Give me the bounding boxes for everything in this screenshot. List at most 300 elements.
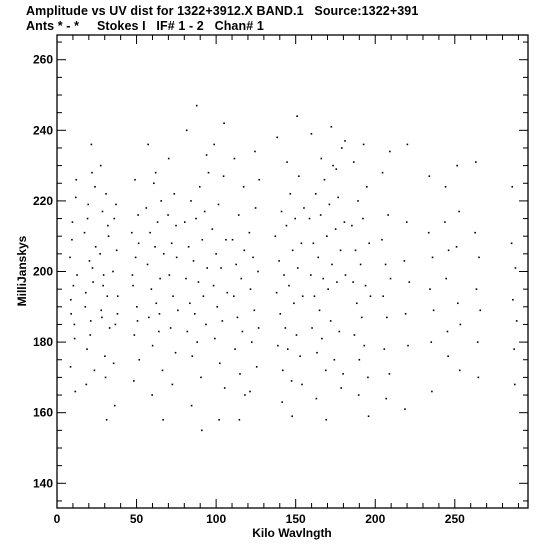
data-point [102, 211, 104, 213]
x-tick-label: 100 [206, 512, 227, 526]
data-point [106, 419, 108, 421]
data-point [275, 235, 277, 237]
data-point [298, 175, 300, 177]
data-point [187, 331, 189, 333]
y-tick-label: 220 [32, 193, 53, 208]
data-point [285, 327, 287, 329]
data-point [317, 257, 319, 259]
x-tick-label: 250 [444, 512, 465, 526]
data-point [313, 242, 315, 244]
data-point [102, 285, 104, 287]
data-point [390, 278, 392, 280]
data-point [224, 387, 226, 389]
data-point [222, 320, 224, 322]
data-point [299, 355, 301, 357]
data-point [291, 380, 293, 382]
data-point [315, 193, 317, 195]
data-point [296, 334, 298, 336]
data-point [389, 151, 391, 153]
data-point [353, 161, 355, 163]
data-point [385, 264, 387, 266]
data-point [191, 355, 193, 357]
data-point [329, 204, 331, 206]
data-point [365, 285, 367, 287]
data-point [86, 348, 88, 350]
data-point [430, 341, 432, 343]
data-point [311, 133, 313, 135]
data-point [105, 193, 107, 195]
data-point [184, 221, 186, 223]
data-point [408, 281, 410, 283]
data-point [203, 295, 205, 297]
data-point [324, 179, 326, 181]
data-point [191, 405, 193, 407]
data-point [288, 285, 290, 287]
data-point [113, 218, 115, 220]
data-point [152, 345, 154, 347]
data-point [382, 295, 384, 297]
data-point [326, 235, 328, 237]
data-point [361, 317, 363, 319]
data-point [75, 179, 77, 181]
data-point [204, 211, 206, 213]
data-point [74, 338, 76, 340]
data-point [145, 207, 147, 209]
data-point [190, 200, 192, 202]
data-point [358, 394, 360, 396]
data-point [243, 250, 245, 252]
data-point [325, 370, 327, 372]
data-point [429, 175, 431, 177]
data-point [105, 377, 107, 379]
data-point [276, 292, 278, 294]
data-point [87, 218, 89, 220]
data-point [132, 274, 134, 276]
y-tick-label: 240 [32, 123, 53, 138]
data-point [354, 334, 356, 336]
axis-ticks [33, 35, 528, 526]
data-point [195, 218, 197, 220]
data-point [214, 338, 216, 340]
data-point [189, 302, 191, 304]
data-point [476, 288, 478, 290]
data-point [445, 278, 447, 280]
data-point [516, 320, 518, 322]
data-point [137, 320, 139, 322]
data-point [194, 313, 196, 315]
data-point [117, 295, 119, 297]
data-point [335, 228, 337, 230]
data-point [513, 348, 515, 350]
data-point [404, 260, 406, 262]
data-point [345, 274, 347, 276]
data-point [107, 225, 109, 227]
data-point [301, 242, 303, 244]
data-point [279, 313, 281, 315]
data-point [456, 165, 458, 167]
data-point [478, 377, 480, 379]
data-point [85, 384, 87, 386]
data-point [225, 239, 227, 241]
y-tick-label: 180 [32, 335, 53, 350]
data-point [151, 394, 153, 396]
data-point [155, 302, 157, 304]
data-point [73, 285, 75, 287]
data-point [226, 292, 228, 294]
data-point [159, 278, 161, 280]
data-point [297, 267, 299, 269]
data-point [344, 221, 346, 223]
data-point [162, 419, 164, 421]
data-point [220, 267, 222, 269]
data-point [113, 362, 115, 364]
data-point [200, 377, 202, 379]
data-point [257, 271, 259, 273]
data-point [258, 179, 260, 181]
data-point [133, 380, 135, 382]
data-point [255, 207, 257, 209]
data-point [386, 317, 388, 319]
data-point [70, 313, 72, 315]
data-point [163, 253, 165, 255]
data-point [153, 182, 155, 184]
data-point [512, 299, 514, 301]
data-point [281, 211, 283, 213]
data-points [69, 105, 517, 431]
data-point [363, 144, 365, 146]
data-point [115, 204, 117, 206]
data-point [459, 370, 461, 372]
data-point [256, 366, 258, 368]
y-axis-label: MilliJanskys [15, 235, 29, 307]
data-point [385, 398, 387, 400]
plot-frame [57, 35, 528, 508]
data-point [109, 327, 111, 329]
data-point [309, 218, 311, 220]
data-point [159, 313, 161, 315]
data-point [212, 228, 214, 230]
data-point [162, 370, 164, 372]
data-point [134, 179, 136, 181]
data-point [344, 140, 346, 142]
data-point [407, 345, 409, 347]
data-point [370, 295, 372, 297]
data-point [176, 257, 178, 259]
data-point [457, 302, 459, 304]
data-point [332, 165, 334, 167]
data-point [477, 341, 479, 343]
data-point [95, 246, 97, 248]
data-point [406, 221, 408, 223]
data-point [444, 221, 446, 223]
data-point [362, 218, 364, 220]
data-point [433, 310, 435, 312]
data-point [136, 306, 138, 308]
data-point [175, 352, 177, 354]
data-point [155, 172, 157, 174]
data-point [337, 197, 339, 199]
data-point [515, 267, 517, 269]
data-point [131, 232, 133, 234]
data-point [177, 310, 179, 312]
data-point [407, 144, 409, 146]
data-point [367, 377, 369, 379]
data-point [447, 355, 449, 357]
data-point [357, 200, 359, 202]
data-point [112, 271, 114, 273]
data-point [340, 387, 342, 389]
data-point [235, 264, 237, 266]
data-point [428, 232, 430, 234]
data-point [94, 186, 96, 188]
data-point [171, 242, 173, 244]
data-point [154, 246, 156, 248]
data-point [310, 274, 312, 276]
data-point [431, 391, 433, 393]
data-point [242, 331, 244, 333]
data-point [405, 313, 407, 315]
data-point [69, 257, 71, 259]
data-point [341, 147, 343, 149]
data-point [206, 267, 208, 269]
data-point [316, 398, 318, 400]
data-point [215, 253, 217, 255]
data-point [278, 260, 280, 262]
data-point [135, 257, 137, 259]
data-point [70, 366, 72, 368]
data-point [474, 232, 476, 234]
data-point [404, 408, 406, 410]
data-point [167, 214, 169, 216]
data-point [173, 193, 175, 195]
data-point [286, 161, 288, 163]
data-point [92, 281, 94, 283]
data-point [355, 250, 357, 252]
x-axis-label: Kilo Wavlngth [252, 526, 332, 540]
data-point [475, 161, 477, 163]
data-point [100, 165, 102, 167]
data-point [147, 144, 149, 146]
data-point [314, 295, 316, 297]
data-point [172, 384, 174, 386]
data-point [186, 130, 188, 132]
data-point [387, 214, 389, 216]
data-point [327, 288, 329, 290]
data-point [244, 394, 246, 396]
data-point [243, 186, 245, 188]
data-point [320, 214, 322, 216]
data-point [196, 341, 198, 343]
data-point [85, 292, 87, 294]
data-point [342, 373, 344, 375]
data-point [277, 345, 279, 347]
data-point [287, 348, 289, 350]
data-point [219, 362, 221, 364]
data-point [321, 158, 323, 160]
data-point [448, 250, 450, 252]
data-point [351, 225, 353, 227]
data-point [319, 310, 321, 312]
data-point [249, 232, 251, 234]
data-point [252, 257, 254, 259]
data-point [71, 239, 73, 241]
data-point [331, 264, 333, 266]
data-point [460, 324, 462, 326]
data-point [90, 320, 92, 322]
data-point [514, 384, 516, 386]
chart-subtitle: Ants * - * Stokes I IF# 1 - 2 Chan# 1 [26, 19, 264, 33]
data-point [366, 186, 368, 188]
data-point [132, 285, 134, 287]
data-point [321, 338, 323, 340]
data-point [148, 317, 150, 319]
data-point [368, 242, 370, 244]
data-point [429, 288, 431, 290]
data-point [340, 250, 342, 252]
data-point [74, 391, 76, 393]
data-point [76, 274, 78, 276]
data-point [170, 327, 172, 329]
data-point [74, 324, 76, 326]
data-point [282, 370, 284, 372]
data-point [338, 331, 340, 333]
data-point [175, 225, 177, 227]
data-point [89, 260, 91, 262]
data-point [335, 168, 337, 170]
data-point [137, 214, 139, 216]
data-point [432, 257, 434, 259]
data-point [147, 264, 149, 266]
data-point [201, 239, 203, 241]
y-tick-label: 260 [32, 52, 53, 67]
data-point [117, 313, 119, 315]
data-point [294, 218, 296, 220]
data-point [108, 235, 110, 237]
y-tick-label: 200 [32, 264, 53, 279]
data-point [99, 253, 101, 255]
data-point [233, 295, 235, 297]
data-point [188, 246, 190, 248]
data-point [237, 317, 239, 319]
data-point [293, 302, 295, 304]
data-point [138, 359, 140, 361]
data-point [160, 200, 162, 202]
data-point [330, 320, 332, 322]
data-point [251, 341, 253, 343]
data-point [198, 281, 200, 283]
data-point [258, 327, 260, 329]
data-point [87, 204, 89, 206]
data-point [286, 225, 288, 227]
data-point [115, 324, 117, 326]
data-point [218, 419, 220, 421]
data-point [134, 334, 136, 336]
data-point [201, 430, 203, 432]
data-point [359, 359, 361, 361]
data-point [250, 288, 252, 290]
data-point [352, 281, 354, 283]
data-point [213, 144, 215, 146]
chart-title: Amplitude vs UV dist for 1322+3912.X BAND.1 Source:1322+391 [26, 4, 419, 18]
data-point [116, 250, 118, 252]
data-point [196, 105, 198, 107]
data-point [158, 331, 160, 333]
data-point [193, 260, 195, 262]
data-point [199, 186, 201, 188]
data-point [316, 352, 318, 354]
data-point [458, 211, 460, 213]
data-point [149, 232, 151, 234]
data-point [382, 172, 384, 174]
y-tick-label: 140 [32, 476, 53, 491]
data-point [238, 214, 240, 216]
data-point [94, 370, 96, 372]
data-point [478, 257, 480, 259]
data-point [303, 207, 305, 209]
data-point [296, 115, 298, 117]
data-point [208, 172, 210, 174]
data-point [92, 267, 94, 269]
y-tick-label: 160 [32, 405, 53, 420]
data-point [479, 310, 481, 312]
data-point [254, 310, 256, 312]
data-point [384, 348, 386, 350]
x-tick-label: 150 [285, 512, 306, 526]
data-point [218, 204, 220, 206]
data-point [72, 221, 74, 223]
data-point [291, 415, 293, 417]
data-point [85, 306, 87, 308]
data-point [157, 221, 159, 223]
data-point [151, 288, 153, 290]
data-point [240, 278, 242, 280]
data-point [331, 126, 333, 128]
data-point [447, 331, 449, 333]
data-point [239, 419, 241, 421]
data-point [172, 295, 174, 297]
data-point [281, 401, 283, 403]
data-point [169, 274, 171, 276]
data-point [234, 158, 236, 160]
data-point [511, 242, 513, 244]
data-point [91, 172, 93, 174]
data-point [249, 391, 251, 393]
data-point [89, 334, 91, 336]
data-point [381, 239, 383, 241]
data-point [114, 405, 116, 407]
data-point [84, 232, 86, 234]
data-point [289, 193, 291, 195]
data-point [283, 274, 285, 276]
data-point [168, 158, 170, 160]
data-point [91, 144, 93, 146]
data-point [234, 348, 236, 350]
data-point [75, 197, 77, 199]
x-tick-label: 200 [365, 512, 386, 526]
data-point [206, 154, 208, 156]
data-point [254, 151, 256, 153]
data-point [360, 264, 362, 266]
data-point [456, 246, 458, 248]
data-point [185, 278, 187, 280]
data-point [389, 373, 391, 375]
x-tick-label: 0 [53, 512, 61, 526]
data-point [138, 242, 140, 244]
data-point [239, 373, 241, 375]
data-point [276, 137, 278, 139]
data-point [302, 295, 304, 297]
data-point [511, 186, 513, 188]
